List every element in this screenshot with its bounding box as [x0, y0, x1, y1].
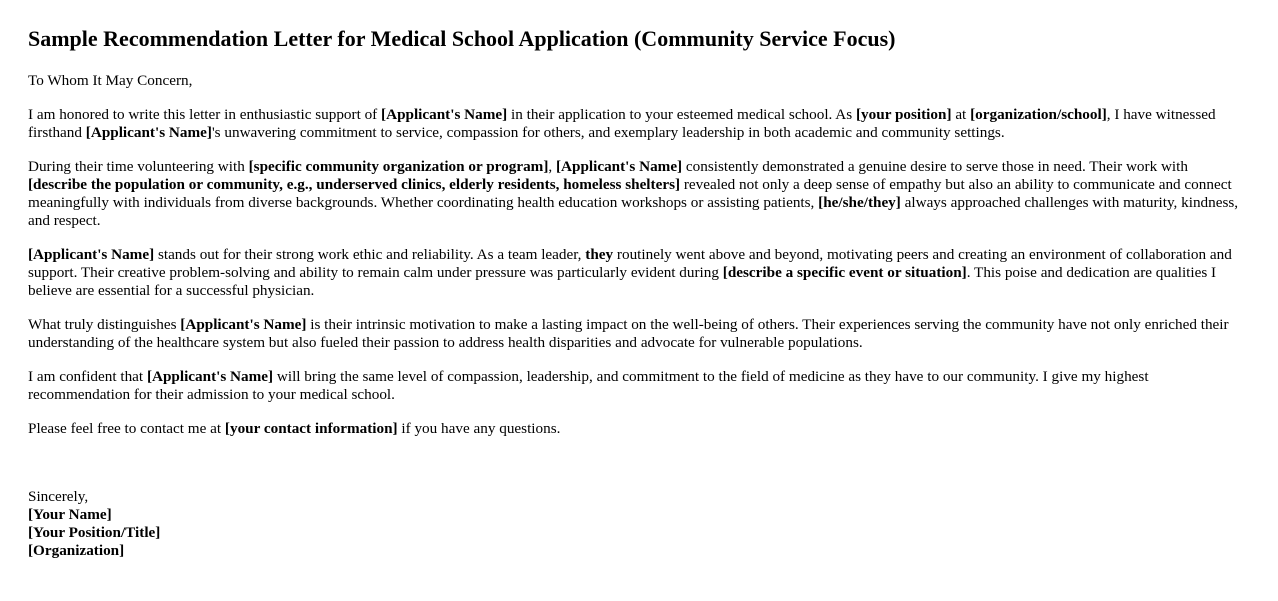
signer-organization: [Organization] [28, 542, 125, 560]
p2-text-2: , [548, 158, 556, 176]
p4-text-2: is their intrinsic motivation to make a lasting impact on the well-being of others. Their experiences serving the community have not only enriched their understanding of the healthcare system but also fueled their passion to address health disparities and advocate for vulnerable populations. [28, 316, 1229, 352]
p1-text-4: , I have witnessed firsthand [28, 106, 1216, 142]
p3-emphasis-they: they [585, 246, 614, 264]
p3-text-3: . This poise and dedication are qualities I believe are essential for a successful physician. [28, 264, 1217, 300]
p5-text-2: will bring the same level of compassion, leadership, and commitment to the field of medicine as they have to our community. I give my highest recommendation for their admission to your medical school. [28, 368, 1149, 404]
paragraph-introduction [28, 106, 1250, 142]
p2-placeholder-applicant-name: [Applicant's Name] [555, 158, 683, 176]
salutation: To Whom It May Concern, [28, 72, 193, 90]
p3-placeholder-event: [describe a specific event or situation] [722, 264, 967, 282]
p5-text-1: I am confident that [28, 368, 147, 386]
p2-placeholder-program: [specific community organization or program] [248, 158, 549, 176]
letter-title: Sample Recommendation Letter for Medical School Application (Community Service Focus) [28, 26, 896, 51]
paragraph-volunteering [28, 158, 1250, 230]
p2-text-5: always approached challenges with maturity, kindness, and respect. [28, 194, 1239, 230]
p1-placeholder-position: [your position] [856, 106, 952, 124]
p1-text-2: in their application to your esteemed medical school. As [507, 106, 856, 124]
p1-placeholder-applicant-name-2: [Applicant's Name] [85, 124, 212, 142]
p1-text-3: at [951, 106, 971, 124]
signer-name: [Your Name] [28, 506, 112, 524]
p6-text-1: Please feel free to contact me at [28, 420, 225, 438]
paragraph-contact [28, 420, 1250, 438]
signer-position: [Your Position/Title] [28, 524, 161, 542]
p3-placeholder-applicant-name: [Applicant's Name] [28, 246, 155, 264]
p2-placeholder-population: [describe the population or community, e.g., underserved clinics, elderly residents, homeless shelters] [28, 176, 681, 194]
p1-text-5: 's unwavering commitment to service, compassion for others, and exemplary leadership in both academic and community settings. [211, 124, 1005, 142]
p5-placeholder-applicant-name: [Applicant's Name] [146, 368, 274, 386]
p2-placeholder-pronoun: [he/she/they] [818, 194, 901, 212]
p1-placeholder-organization: [organization/school] [970, 106, 1107, 124]
paragraph-recommendation [28, 368, 1250, 404]
p6-placeholder-contact-info: [your contact information] [224, 420, 398, 438]
p4-placeholder-applicant-name: [Applicant's Name] [180, 316, 307, 334]
p1-placeholder-applicant-name: [Applicant's Name] [381, 106, 508, 124]
p6-text-2: if you have any questions. [397, 420, 561, 438]
paragraph-work-ethic [28, 246, 1250, 300]
p2-text-1: During their time volunteering with [28, 158, 249, 176]
p3-text-2: routinely went above and beyond, motivating peers and creating an environment of collaboration and support. Their creative problem-solving and ability to remain calm under pressure was particularly evident during [28, 246, 1232, 282]
p4-text-1: What truly distinguishes [28, 316, 181, 334]
sign-off: Sincerely, [28, 488, 89, 506]
closing-block [28, 488, 1250, 560]
p2-text-4: revealed not only a deep sense of empathy but also an ability to communicate and connect meaningfully with individuals from diverse backgrounds. Whether coordinating health education workshops or assisting patients, [28, 176, 1232, 212]
paragraph-motivation [28, 316, 1250, 352]
p1-text-1: I am honored to write this letter in enthusiastic support of [28, 106, 382, 124]
p3-text-1: stands out for their strong work ethic and reliability. As a team leader, [154, 246, 586, 264]
p2-text-3: consistently demonstrated a genuine desire to serve those in need. Their work with [682, 158, 1188, 176]
